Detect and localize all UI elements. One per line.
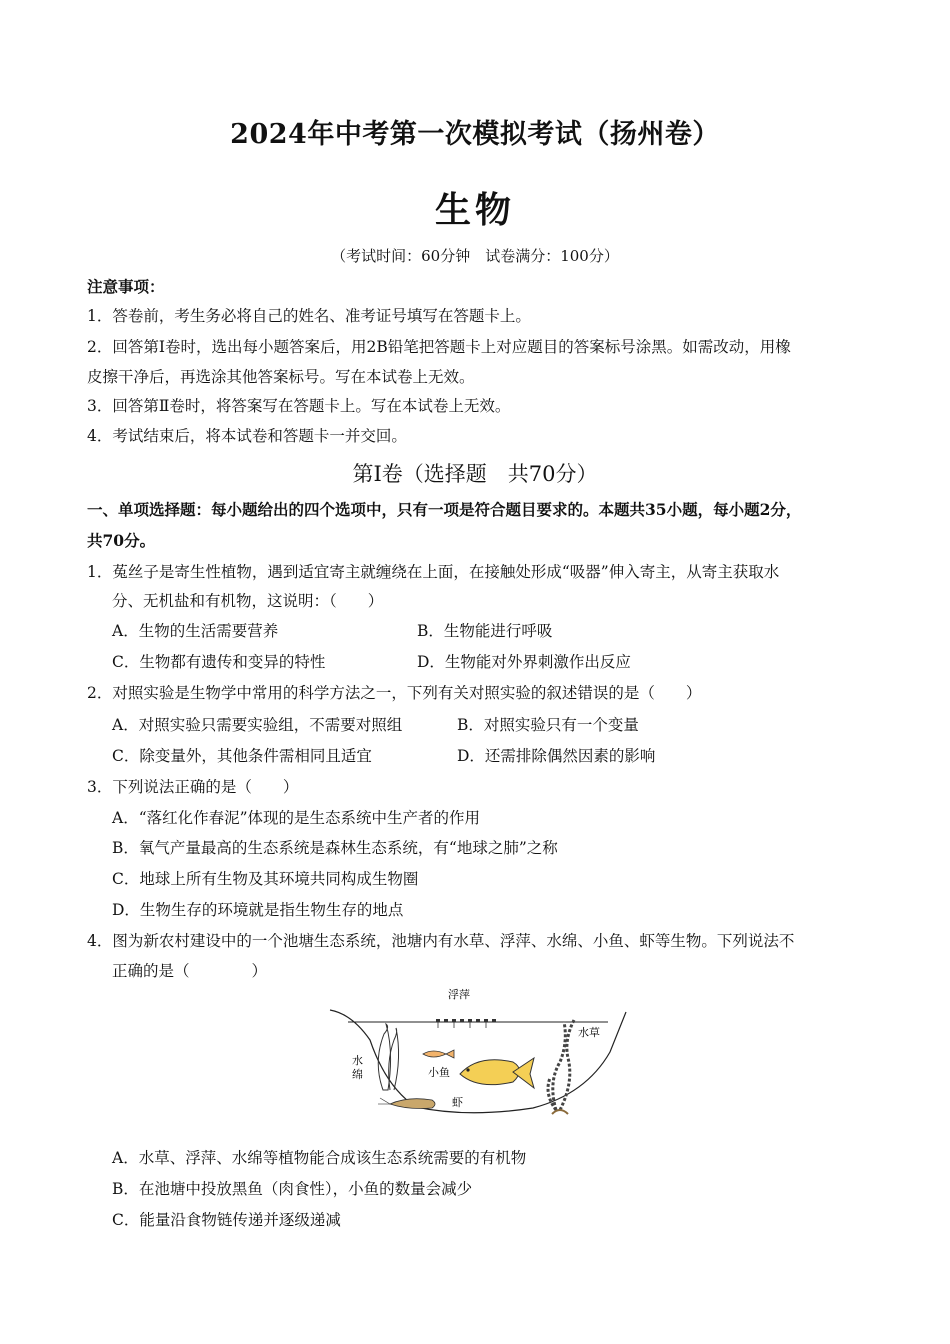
option-b: B．氧气产量最高的生态系统是森林生态系统，有“地球之肺”之称 xyxy=(112,839,558,857)
exam-title: 2024年中考第一次模拟考试（扬州卷） xyxy=(230,119,720,150)
exam-info: （考试时间：60分钟 试卷满分：100分） xyxy=(331,247,619,265)
option-c: C．除变量外，其他条件需相同且适宜 xyxy=(112,747,372,765)
option-a: A．对照实验只需要实验组，不需要对照组 xyxy=(112,716,403,734)
option-c: C．生物都有遗传和变异的特性 xyxy=(112,653,326,671)
label-shrimp: 虾 xyxy=(452,1096,463,1109)
section-instruction: 一、单项选择题：每小题给出的四个选项中，只有一项是符合题目要求的。本题共35小题，每小题2分， xyxy=(87,500,802,519)
subject-title: 生物 xyxy=(434,189,515,231)
option-a: A．“落红化作春泥”体现的是生态系统中生产者的作用 xyxy=(112,809,481,827)
option-b: B．生物能进行呼吸 xyxy=(417,622,553,640)
section-title: 第Ⅰ卷（选择题 共70分） xyxy=(352,462,598,486)
option-a: A．水草、浮萍、水绵等植物能合成该生态系统需要的有机物 xyxy=(112,1149,527,1167)
note-item: 3．回答第Ⅱ卷时，将答案写在答题卡上。写在本试卷上无效。 xyxy=(87,397,511,415)
label-duckweed: 浮萍 xyxy=(448,988,470,1001)
label-spirogyra-1: 水 xyxy=(352,1054,363,1067)
label-small-fish: 小鱼 xyxy=(428,1066,450,1079)
option-b: B．在池塘中投放黑鱼（肉食性），小鱼的数量会减少 xyxy=(112,1180,473,1198)
note-item: 4．考试结束后，将本试卷和答题卡一并交回。 xyxy=(87,427,407,445)
option-d: D．生物生存的环境就是指生物生存的地点 xyxy=(112,901,404,919)
option-c: C．能量沿食物链传递并逐级递减 xyxy=(112,1211,341,1229)
question-stem: 正确的是（ ） xyxy=(112,962,268,980)
question-stem: 4．图为新农村建设中的一个池塘生态系统，池塘内有水草、浮萍、水绵、小鱼、虾等生物。下列说法不 xyxy=(87,932,795,950)
notes-heading: 注意事项： xyxy=(87,277,165,296)
question-stem: 2．对照实验是生物学中常用的科学方法之一，下列有关对照实验的叙述错误的是（ ） xyxy=(87,684,702,702)
option-b: B．对照实验只有一个变量 xyxy=(457,716,639,734)
option-d: D．生物能对外界刺激作出反应 xyxy=(417,653,631,671)
question-stem: 3．下列说法正确的是（ ） xyxy=(87,778,299,796)
note-item: 皮擦干净后，再选涂其他答案标号。写在本试卷上无效。 xyxy=(87,368,475,386)
question-stem: 分、无机盐和有机物，这说明：（ ） xyxy=(112,592,384,610)
section-instruction: 共70分。 xyxy=(87,531,156,550)
label-spirogyra-2: 绵 xyxy=(352,1068,363,1081)
option-d: D．还需排除偶然因素的影响 xyxy=(457,747,656,765)
option-c: C．地球上所有生物及其环境共同构成生物圈 xyxy=(112,870,419,888)
question-stem: 1．菟丝子是寄生性植物，遇到适宜寄主就缠绕在上面，在接触处形成“吸器”伸入寄主，从寄主获取水 xyxy=(87,563,780,581)
note-item: 2．回答第Ⅰ卷时，选出每小题答案后，用2B铅笔把答题卡上对应题目的答案标号涂黑。如需改动，用橡 xyxy=(87,338,791,356)
label-waterweed: 水草 xyxy=(578,1026,600,1039)
pond-ecosystem-figure xyxy=(328,982,628,1122)
note-item: 1．答卷前，考生务必将自己的姓名、准考证号填写在答题卡上。 xyxy=(87,307,531,325)
option-a: A．生物的生活需要营养 xyxy=(112,622,279,640)
